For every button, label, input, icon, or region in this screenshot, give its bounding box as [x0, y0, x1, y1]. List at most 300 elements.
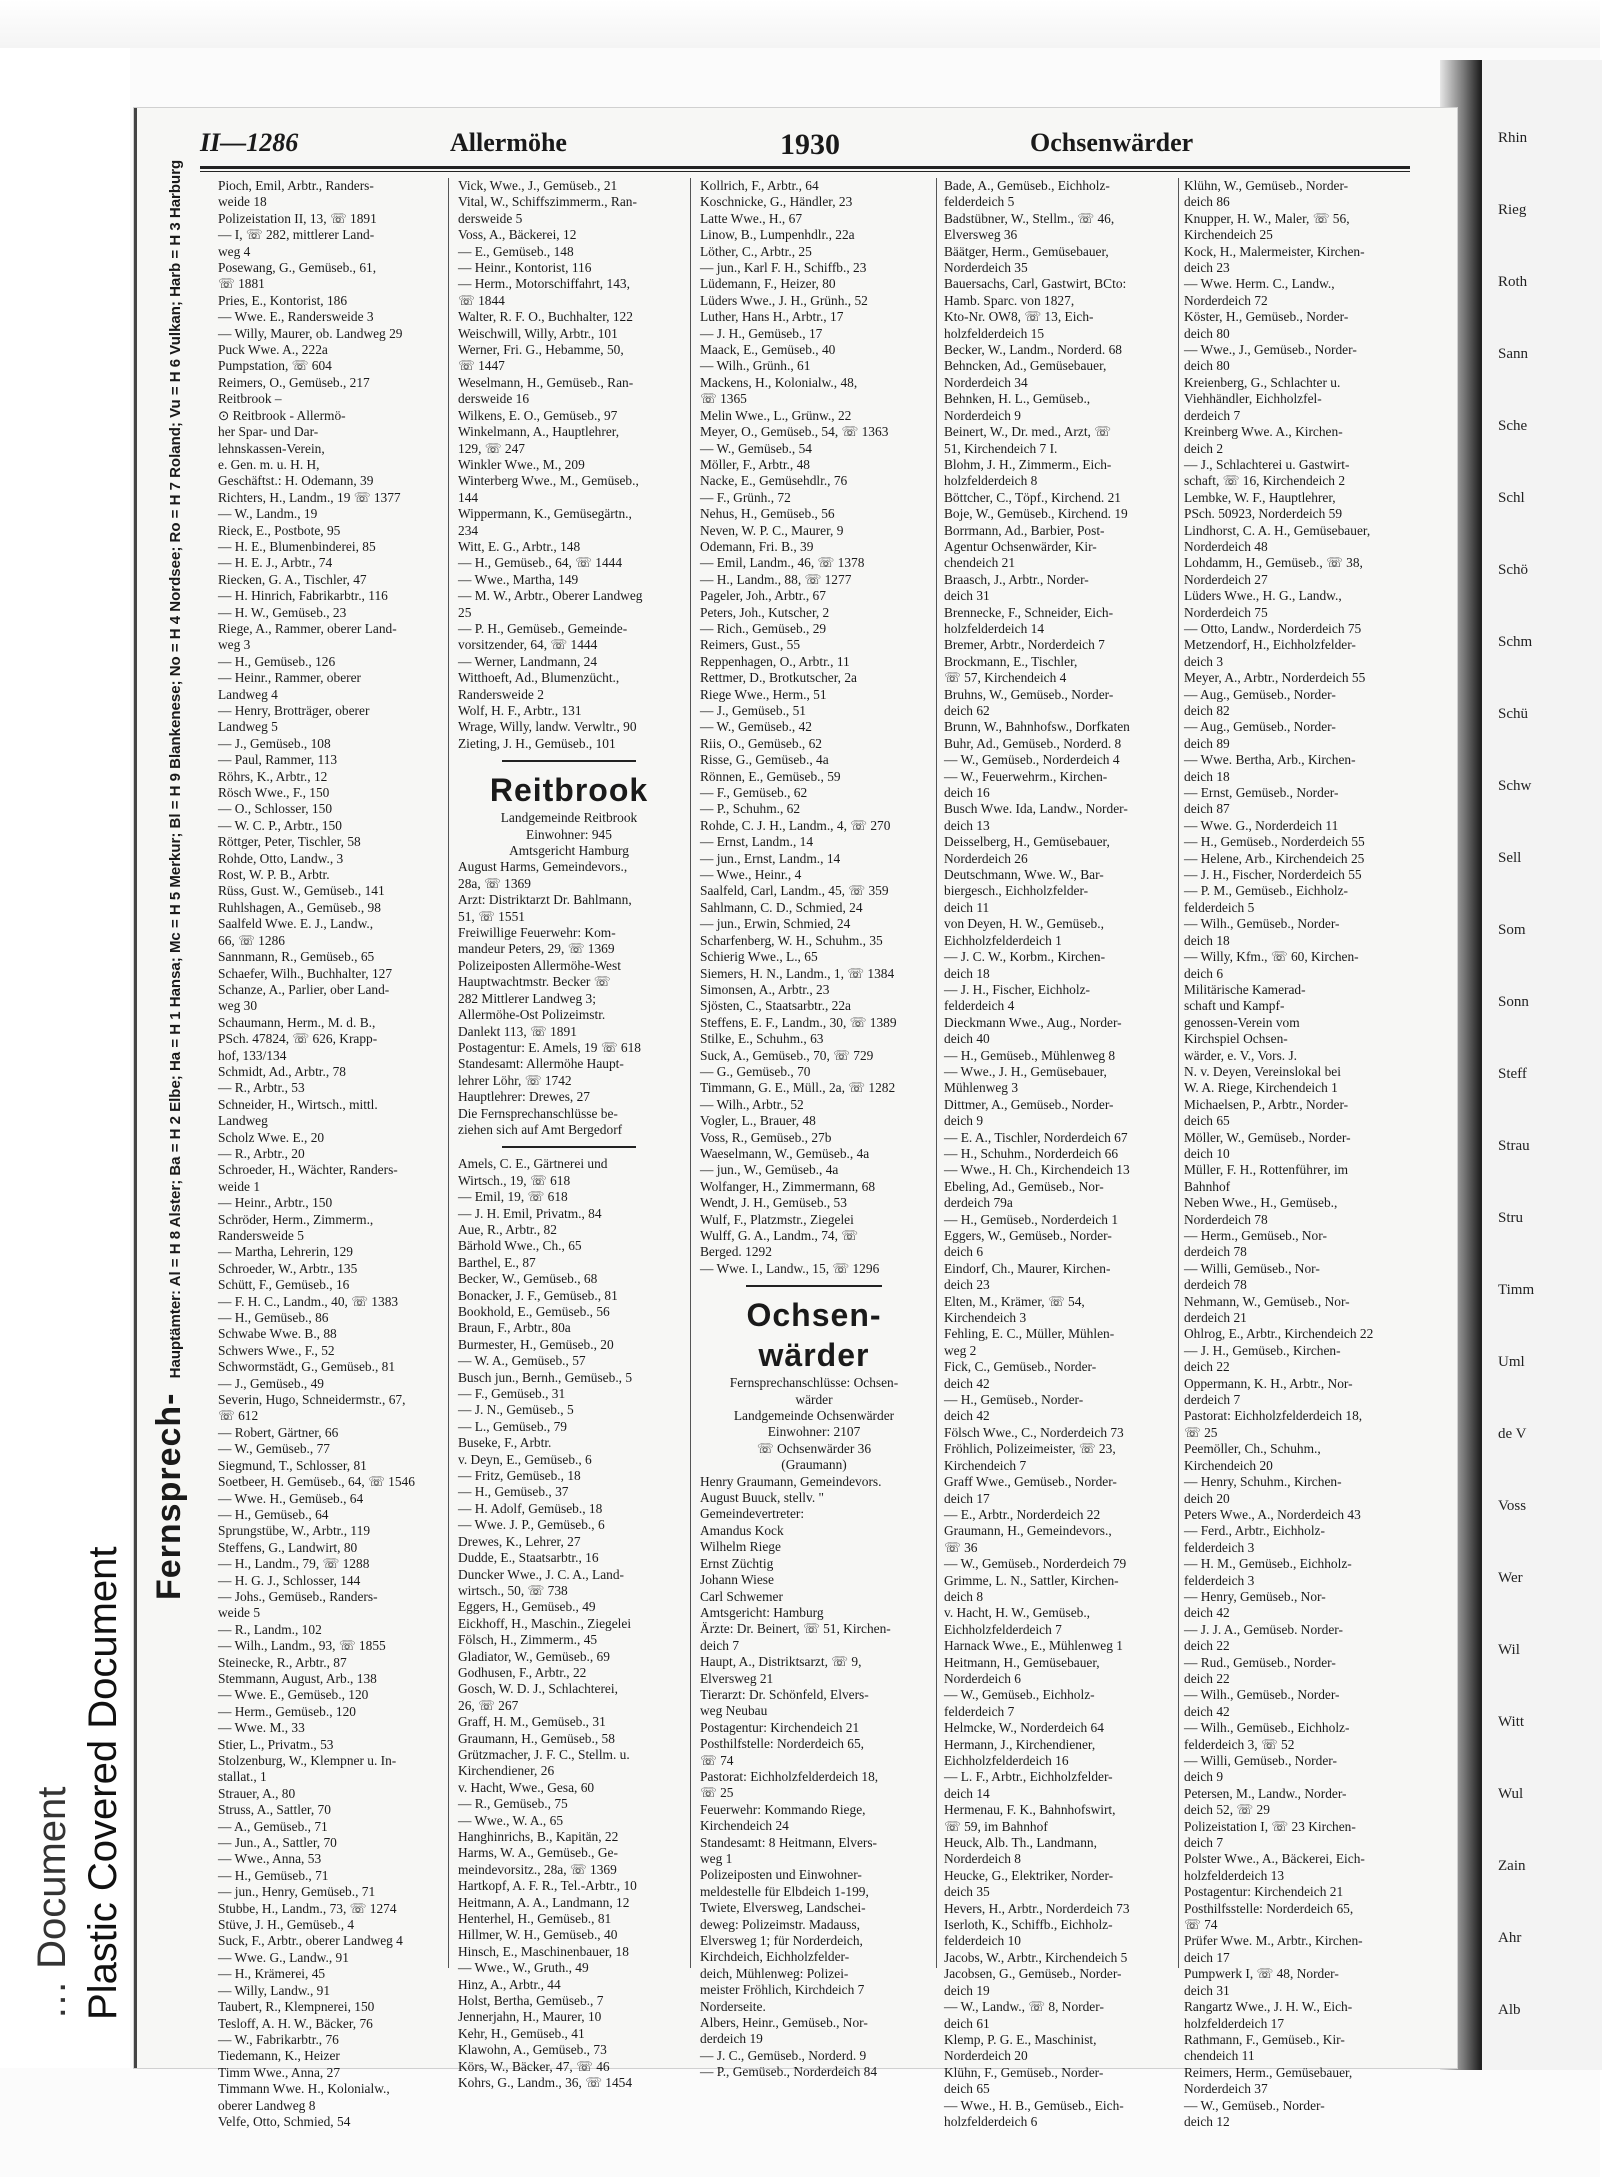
directory-entry: — H. Hinrich, Fabrikarbtr., 116 — [218, 588, 388, 604]
directory-entry: Lohdamm, H., Gemüseb., ☏ 38, — [1184, 555, 1363, 571]
directory-entry: — R., Gemüseb., 75 — [458, 1796, 568, 1812]
directory-entry: deich 12 — [1184, 2113, 1230, 2129]
directory-entry: Holst, Bertha, Gemüseb., 7 — [458, 1993, 604, 2009]
directory-entry: Bookhold, E., Gemüseb., 56 — [458, 1304, 610, 1319]
column-2-top — [458, 178, 680, 752]
directory-entry: Viehhändler, Eichholzfel- — [1184, 391, 1322, 407]
directory-entry: — Wwe., Martha, 149 — [458, 571, 579, 587]
directory-entry: Iserloth, K., Schiffb., Eichholz- — [944, 1917, 1113, 1933]
directory-entry: — W., Feuerwehrm., Kirchen- — [944, 768, 1108, 784]
directory-entry: Norderdeich 34 — [944, 374, 1028, 390]
directory-entry: deich 17 — [944, 1490, 990, 1506]
next-page-edge — [1480, 60, 1602, 2070]
directory-entry: Wirtsch., 19, ☏ 618 — [458, 1172, 571, 1188]
directory-entry: Duncker Wwe., J. C. A., Land- — [458, 1566, 624, 1582]
directory-entry: ☏ 57, Kirchendeich 4 — [944, 670, 1067, 686]
directory-entry: holzfelderdeich 13 — [1184, 1867, 1285, 1883]
directory-entry: — H., Gemüseb., 64 — [218, 1506, 329, 1522]
directory-entry: deich 86 — [1184, 194, 1230, 210]
directory-entry: 234 — [458, 522, 479, 538]
directory-entry: Kirchendeich 20 — [1184, 1457, 1273, 1473]
directory-entry: Polizeistation I, ☏ 23 Kirchen- — [1184, 1818, 1356, 1834]
directory-entry: ☏ 1844 — [458, 292, 505, 308]
directory-entry: — Heinr., Rammer, oberer — [218, 670, 361, 686]
directory-entry: Kreienberg, G., Schlachter u. — [1184, 374, 1341, 390]
directory-entry: — W., Gemüseb., Eichholz- — [944, 1687, 1095, 1703]
directory-entry: Agentur Ochsenwärder, Kir- — [944, 538, 1097, 554]
directory-entry: chendeich 11 — [1184, 2048, 1255, 2064]
directory-entry: Eichholzfelderdeich 16 — [944, 1753, 1069, 1768]
directory-entry: deich 61 — [944, 2015, 990, 2031]
directory-entry: Drewes, K., Lehrer, 27 — [458, 1533, 581, 1549]
directory-entry: Fölsch Wwe., C., Norderdeich 73 — [944, 1424, 1124, 1440]
directory-entry: Strauer, A., 80 — [218, 1785, 296, 1801]
directory-entry: Vick, Wwe., J., Gemüseb., 21 — [458, 178, 618, 193]
directory-entry: — F., Grünh., 72 — [700, 489, 791, 505]
directory-entry: Wendt, J. H., Gemüseb., 53 — [700, 1195, 847, 1211]
directory-entry: Polizeistation II, 13, ☏ 1891 — [218, 210, 377, 226]
directory-entry: Braun, F., Arbtr., 80a — [458, 1320, 571, 1336]
directory-entry: Stüve, J. H., Gemüseb., 4 — [218, 1917, 355, 1933]
directory-entry: Arzt: Distriktarzt Dr. Bahlmann, — [458, 892, 632, 908]
directory-entry: Deisselberg, H., Gemüsebauer, — [944, 834, 1110, 850]
directory-entry: holzfelderdeich 14 — [944, 620, 1045, 636]
directory-entry: Lüders Wwe., J. H., Grünh., 52 — [700, 292, 868, 308]
directory-entry: Kirchendeich 24 — [700, 1818, 789, 1834]
directory-entry: — H. E., Blumenbinderei, 85 — [218, 538, 376, 554]
directory-entry: — P., Schuhm., 62 — [700, 801, 801, 817]
directory-entry: Postagentur: E. Amels, 19 ☏ 618 — [458, 1039, 642, 1055]
directory-entry: Rönnen, E., Gemüseb., 59 — [700, 768, 841, 784]
page-number: II—1286 — [200, 128, 299, 157]
directory-entry: Simonsen, A., Arbtr., 23 — [700, 981, 830, 997]
directory-entry: — H., Gemüseb., 71 — [218, 1867, 329, 1883]
directory-entry: — Wwe., Anna, 53 — [218, 1851, 322, 1867]
directory-entry: Norderdeich 26 — [944, 850, 1028, 866]
directory-entry: weide 1 — [218, 1178, 261, 1194]
directory-entry: Fölsch, H., Zimmerm., 45 — [458, 1632, 598, 1648]
directory-entry: — Ernst, Landm., 14 — [700, 834, 814, 850]
directory-entry: Schwabe Wwe. B., 88 — [218, 1326, 337, 1342]
directory-entry: — Wwe., Heinr., 4 — [700, 867, 802, 883]
directory-entry: hof, 133/134 — [218, 1047, 287, 1063]
directory-entry: — H., Gemüseb., Norderdeich 55 — [1184, 834, 1365, 850]
directory-entry: Einwohner: 945 — [526, 826, 612, 842]
directory-entry: — H., Gemüseb., Norderdeich 1 — [944, 1211, 1119, 1227]
directory-entry: Schierig Wwe., L., 65 — [700, 949, 818, 965]
directory-entry: Landweg 4 — [218, 686, 278, 702]
directory-entry: — H., Schuhm., Norderdeich 66 — [944, 1145, 1119, 1161]
directory-entry: Oppermann, K. H., Arbtr., Nor- — [1184, 1375, 1353, 1391]
directory-entry: — Herm., Motorschiffahrt, 143, — [458, 276, 630, 292]
directory-entry: Witt, E. G., Arbtr., 148 — [458, 538, 581, 554]
directory-entry: von Deyen, H. W., Gemüseb., — [944, 916, 1104, 932]
directory-entry: Johann Wiese — [700, 1572, 774, 1588]
directory-entry: ☏ 59, im Bahnhof — [944, 1818, 1048, 1834]
directory-entry: felderdeich 7 — [944, 1703, 1015, 1719]
directory-entry: Kehr, H., Gemüseb., 41 — [458, 2025, 585, 2041]
directory-entry: — Wwe. E., Gemüseb., 120 — [218, 1687, 369, 1703]
directory-entry: deich 9 — [944, 1113, 984, 1129]
directory-entry: — W., Gemüseb., Norderdeich 4 — [944, 752, 1120, 768]
next-page-fragment: Stru — [1498, 1210, 1524, 1226]
directory-entry: Luther, Hans H., Arbtr., 17 — [700, 309, 844, 325]
directory-entry: — O., Schlosser, 150 — [218, 801, 333, 817]
directory-entry: 51, Kirchendeich 7 I. — [944, 440, 1058, 456]
directory-entry: — Aug., Gemüseb., Norder- — [1184, 719, 1336, 735]
column-3-top — [700, 178, 928, 1277]
directory-entry: — J. N., Gemüseb., 5 — [458, 1402, 574, 1418]
directory-entry: Schaumann, Herm., M. d. B., — [218, 1014, 376, 1030]
directory-entry: Stier, L., Privatm., 53 — [218, 1736, 334, 1752]
directory-entry: — Henry, Brotträger, oberer — [218, 703, 370, 718]
directory-entry: Tesloff, A. H. W., Bäcker, 76 — [218, 2015, 373, 2031]
directory-entry: deich 6 — [944, 1244, 984, 1260]
next-page-fragment: Schw — [1498, 778, 1532, 794]
directory-entry: Tiedemann, K., Heizer — [218, 2048, 340, 2064]
header-left-place: Allermöhe — [450, 128, 567, 157]
directory-entry: Lüdemann, F., Heizer, 80 — [700, 276, 836, 292]
directory-entry: Aue, R., Arbtr., 82 — [458, 1221, 557, 1237]
directory-entry: Möller, F., Arbtr., 48 — [700, 456, 810, 472]
column-separator — [936, 178, 937, 1968]
directory-entry: deich 7 — [700, 1637, 740, 1653]
directory-entry: Berged. 1292 — [700, 1244, 772, 1260]
directory-entry: — Helene, Arb., Kirchendeich 25 — [1184, 850, 1365, 866]
column-1 — [218, 178, 440, 2129]
directory-entry: Stemmann, August, Arb., 138 — [218, 1670, 377, 1686]
directory-entry: 129, ☏ 247 — [458, 440, 525, 456]
directory-entry: 144 — [458, 489, 479, 505]
directory-entry: Danlekt 113, ☏ 1891 — [458, 1023, 577, 1039]
column-separator — [448, 178, 449, 1968]
directory-entry: Heitmann, H., Gemüsebauer, — [944, 1654, 1100, 1670]
directory-entry: Voss, A., Bäckerei, 12 — [458, 227, 577, 243]
directory-entry: Wilkens, E. O., Gemüseb., 97 — [458, 407, 618, 423]
directory-entry: deich 42 — [1184, 1605, 1230, 1621]
directory-entry: felderdeich 3 — [1184, 1572, 1255, 1588]
directory-entry: felderdeich 3, ☏ 52 — [1184, 1736, 1295, 1752]
directory-entry: — M. W., Arbtr., Oberer Landweg — [458, 588, 643, 604]
directory-entry: — J., Gemüseb., 49 — [218, 1375, 325, 1391]
directory-entry: Brunn, W., Bahnhofsw., Dorfkaten — [944, 719, 1130, 735]
directory-entry: — Rich., Gemüseb., 29 — [700, 620, 827, 636]
directory-entry: holzfelderdeich 8 — [944, 473, 1038, 489]
directory-entry: Peters, Joh., Kutscher, 2 — [700, 604, 830, 620]
directory-entry: Soetbeer, H. Gemüseb., 64, ☏ 1546 — [218, 1474, 415, 1490]
directory-entry: deich 13 — [944, 817, 990, 833]
directory-entry: dersweide 5 — [458, 210, 523, 226]
directory-entry: — W., Landw., ☏ 8, Norder- — [944, 1999, 1104, 2015]
directory-entry: weg 4 — [218, 243, 251, 259]
directory-entry: Standesamt: 8 Heitmann, Elvers- — [700, 1834, 878, 1850]
directory-entry: — Heinr., Kontorist, 116 — [458, 260, 592, 276]
directory-entry: Brockmann, E., Tischler, — [944, 653, 1078, 669]
next-page-fragment: Witt — [1498, 1714, 1525, 1730]
directory-entry: — Wwe. Bertha, Arb., Kirchen- — [1184, 752, 1356, 768]
directory-entry: Rieck, E., Postbote, 95 — [218, 522, 341, 538]
directory-entry: deich 82 — [1184, 703, 1230, 718]
directory-entry: v. Hacht, Wwe., Gesa, 60 — [458, 1779, 595, 1795]
directory-entry: — H., Gemüseb., Mühlenweg 8 — [944, 1047, 1116, 1063]
directory-entry: — J. C. W., Korbm., Kirchen- — [944, 949, 1106, 965]
directory-entry: Amandus Kock — [700, 1522, 784, 1538]
directory-entry: August Buuck, stellv. " — [700, 1490, 824, 1506]
directory-entry: — Wilh., Gemüseb., Norder- — [1184, 1687, 1340, 1703]
directory-entry: — Herm., Gemüseb., 120 — [218, 1703, 356, 1719]
directory-entry: — H. E. J., Arbtr., 74 — [218, 555, 333, 571]
directory-entry: 66, ☏ 1286 — [218, 932, 285, 948]
directory-entry: Heitmann, A. A., Landmann, 12 — [458, 1894, 630, 1910]
directory-entry: — J. C., Gemüseb., Norderd. 9 — [700, 2047, 867, 2063]
directory-entry: Sannmann, R., Gemüseb., 65 — [218, 949, 375, 965]
directory-entry: ⊙ Reitbrook - Allermö- — [218, 407, 346, 423]
directory-entry: Steffens, G., Landwirt, 80 — [218, 1539, 358, 1555]
directory-entry: Lüders Wwe., H. G., Landw., — [1184, 588, 1342, 604]
directory-entry: ☏ Ochsenwärder 36 — [756, 1440, 872, 1456]
directory-entry: August Harms, Gemeindevors., — [458, 859, 628, 875]
directory-entry: Puck Wwe. A., 222a — [218, 342, 328, 358]
directory-entry: — R., Landm., 102 — [218, 1621, 322, 1637]
column-separator — [690, 178, 691, 1968]
directory-entry: Norderdeich 35 — [944, 260, 1028, 276]
directory-entry: deich 18 — [944, 965, 990, 981]
directory-entry: v. Deyn, E., Gemüseb., 6 — [458, 1451, 592, 1467]
directory-entry: Pumpwerk I, ☏ 48, Norder- — [1184, 1966, 1339, 1982]
directory-entry: Rohde, C. J. H., Landm., 4, ☏ 270 — [700, 817, 891, 833]
directory-entry: deich 2 — [1184, 440, 1224, 456]
directory-entry: Weischwill, Willy, Arbtr., 101 — [458, 325, 618, 341]
directory-entry: Standesamt: Allermöhe Haupt- — [458, 1056, 624, 1072]
directory-entry: Buhr, Ad., Gemüseb., Norderd. 8 — [944, 735, 1122, 751]
directory-entry: Schröder, Herm., Zimmerm., — [218, 1211, 374, 1227]
directory-entry: Suck, F., Arbtr., oberer Landweg 4 — [218, 1933, 403, 1949]
next-page-fragment: Som — [1498, 922, 1526, 938]
directory-entry: — Willi, Gemüseb., Nor- — [1184, 1260, 1320, 1276]
directory-entry: deich 42 — [944, 1375, 990, 1391]
directory-entry: Henry Graumann, Gemeindevors. — [700, 1473, 882, 1489]
directory-entry: — H. W., Gemüseb., 23 — [218, 604, 347, 620]
directory-entry: Hermenau, F. K., Bahnhofswirt, — [944, 1802, 1116, 1818]
directory-entry: weg 2 — [944, 1342, 977, 1358]
directory-entry: holzfelderdeich 17 — [1184, 2015, 1285, 2031]
directory-entry: Braasch, J., Arbtr., Norder- — [944, 571, 1089, 587]
directory-entry: derdeich 78 — [1184, 1277, 1247, 1293]
directory-entry: — R., Arbtr., 53 — [218, 1080, 305, 1096]
directory-entry: deich 42 — [944, 1408, 990, 1424]
directory-entry: 51, ☏ 1551 — [458, 908, 525, 924]
directory-entry: Busch Wwe. Ida, Landw., Norder- — [944, 801, 1128, 817]
directory-entry: — Wwe., J. H., Gemüsebauer, — [944, 1063, 1107, 1079]
column-4 — [944, 178, 1176, 2129]
directory-entry: derdeich 21 — [1184, 1310, 1247, 1326]
directory-entry: Blohm, J. H., Zimmerm., Eich- — [944, 456, 1112, 472]
directory-entry: Bauersachs, Carl, Gastwirt, BCto: — [944, 276, 1127, 292]
directory-entry: Vogler, L., Brauer, 48 — [700, 1113, 816, 1129]
directory-entry: Riecken, G. A., Tischler, 47 — [218, 571, 367, 587]
directory-entry: lehrer Löhr, ☏ 1742 — [458, 1072, 572, 1088]
directory-entry: Buseke, F., Arbtr. — [458, 1435, 552, 1451]
directory-entry: Suck, A., Gemüseb., 70, ☏ 729 — [700, 1047, 874, 1063]
directory-entry: Kirchendeich 25 — [1184, 227, 1273, 243]
directory-entry: — J., Gemüseb., 108 — [218, 735, 331, 751]
directory-entry: ☏ 25 — [700, 1785, 734, 1801]
directory-entry: Allermöhe-Ost Polizeimstr. — [458, 1007, 606, 1023]
directory-entry: — W., Gemüseb., 42 — [700, 719, 812, 735]
directory-entry: genossen-Verein vom — [1184, 1014, 1300, 1030]
directory-entry: Dieckmann Wwe., Aug., Norder- — [944, 1014, 1122, 1030]
directory-entry: — W. C. P., Arbtr., 150 — [218, 817, 342, 833]
directory-entry: Meyer, O., Gemüseb., 54, ☏ 1363 — [700, 424, 889, 440]
directory-entry: Rathmann, F., Gemüseb., Kir- — [1184, 2031, 1345, 2047]
next-page-fragment: Zain — [1498, 1858, 1526, 1874]
directory-entry: Bruhns, W., Gemüseb., Norder- — [944, 686, 1114, 702]
directory-entry: Eindorf, Ch., Maurer, Kirchen- — [944, 1260, 1111, 1276]
directory-entry: wärder, e. V., Vors. J. — [1184, 1047, 1298, 1063]
directory-entry: Ruhlshagen, A., Gemüseb., 98 — [218, 899, 381, 915]
column-2 — [458, 178, 680, 2091]
directory-entry: Severin, Hugo, Schneidermstr., 67, — [218, 1392, 406, 1408]
next-page-fragment: Ahr — [1498, 1930, 1522, 1946]
directory-entry: — H., Gemüseb., 64, ☏ 1444 — [458, 555, 623, 571]
directory-entry: — P. H., Gemüseb., Gemeinde- — [458, 620, 628, 636]
directory-entry: 282 Mittlerer Landweg 3; — [458, 990, 596, 1006]
directory-entry: Graff Wwe., Gemüseb., Norder- — [944, 1474, 1117, 1490]
directory-entry: Mühlenweg 3 — [944, 1080, 1019, 1096]
directory-entry: Becker, W., Landm., Norderd. 68 — [944, 342, 1122, 358]
header-right-place: Ochsenwärder — [1030, 128, 1194, 157]
directory-entry: — L. F., Arbtr., Eichholzfelder- — [944, 1769, 1113, 1785]
directory-entry: Winterberg Wwe., M., Gemüseb., — [458, 473, 639, 489]
directory-entry: Wulff, G. A., Landm., 74, ☏ — [700, 1228, 859, 1243]
directory-entry: Steinecke, R., Arbtr., 87 — [218, 1654, 347, 1670]
directory-entry: Odemann, Fri. B., 39 — [700, 538, 814, 554]
directory-entry: deich 6 — [1184, 965, 1224, 981]
directory-entry: Elversweg 1; für Norderdeich, — [700, 1933, 863, 1949]
directory-entry: Deutschmann, Wwe. W., Bar- — [944, 867, 1104, 883]
directory-entry: Brennecke, F., Schneider, Eich- — [944, 604, 1114, 620]
header-year: 1930 — [780, 128, 840, 161]
directory-entry: deich 22 — [1184, 1359, 1230, 1375]
directory-entry: Wolfanger, H., Zimmermann, 68 — [700, 1178, 876, 1194]
directory-entry: Rüss, Gust. W., Gemüseb., 141 — [218, 883, 385, 899]
directory-entry: Norderdeich 75 — [1184, 604, 1268, 620]
directory-entry: Gemeindevertreter: — [700, 1506, 805, 1522]
directory-entry: Timmann Wwe. H., Kolonialw., — [218, 2081, 390, 2097]
directory-entry: Graumann, H., Gemeindevors., — [944, 1523, 1112, 1539]
directory-entry: Neven, W. P. C., Maurer, 9 — [700, 522, 844, 538]
directory-entry: Pioch, Emil, Arbtr., Randers- — [218, 178, 374, 193]
directory-entry: Hauptlehrer: Drewes, 27 — [458, 1089, 590, 1105]
directory-entry: Badstübner, W., Stellm., ☏ 46, — [944, 210, 1115, 226]
directory-entry: Rost, W. P. B., Arbtr. — [218, 867, 330, 883]
directory-entry: Möller, W., Gemüseb., Norder- — [1184, 1129, 1351, 1145]
directory-entry: Latte Wwe., H., 67 — [700, 210, 803, 226]
directory-entry: — H. Adolf, Gemüseb., 18 — [458, 1500, 603, 1516]
directory-entry: deich 11 — [944, 899, 990, 915]
directory-entry: Postagentur: Kirchendeich 21 — [1184, 1884, 1344, 1900]
directory-entry: Schmidt, Ad., Arbtr., 78 — [218, 1063, 346, 1079]
directory-entry: — F., Gemüseb., 62 — [700, 785, 808, 801]
directory-entry: weg Neubau — [700, 1703, 768, 1719]
directory-entry: derdeich 19 — [700, 2031, 763, 2047]
directory-entry: — J., Schlachterei u. Gastwirt- — [1184, 456, 1350, 472]
directory-entry: — Otto, Landw., Norderdeich 75 — [1184, 620, 1362, 636]
directory-entry: — Wwe., W., Gruth., 49 — [458, 1960, 589, 1976]
column-separator — [1178, 178, 1179, 1968]
top-shadow — [0, 0, 1600, 48]
directory-entry: v. Hacht, H. W., Gemüseb., — [944, 1605, 1091, 1621]
directory-entry: Nacke, E., Gemüsehdlr., 76 — [700, 473, 848, 489]
directory-entry: deich 19 — [944, 1982, 990, 1998]
directory-entry: felderdeich 3 — [1184, 1539, 1255, 1555]
directory-entry: Norderdeich 9 — [944, 407, 1021, 423]
plastic-covered-label — [30, 1120, 125, 2020]
directory-entry: dersweide 16 — [458, 391, 530, 407]
directory-entry: Kreinberg Wwe. A., Kirchen- — [1184, 424, 1343, 440]
directory-entry: Klemp, P. G. E., Maschinist, — [944, 2031, 1097, 2047]
directory-entry: Scholz Wwe. E., 20 — [218, 1129, 325, 1145]
directory-entry: — P., Gemüseb., Norderdeich 84 — [700, 2064, 878, 2080]
directory-entry: Taubert, R., Klempnerei, 150 — [218, 1999, 375, 2015]
next-page-fragment: Rhin — [1498, 130, 1528, 146]
directory-entry: Posthilfstelle: Norderdeich 65, — [700, 1736, 865, 1752]
directory-entry: Wulf, F., Platzmstr., Ziegelei — [700, 1211, 854, 1227]
next-page-fragment: Sann — [1498, 346, 1528, 362]
directory-entry: Kock, H., Malermeister, Kirchen- — [1184, 243, 1365, 259]
directory-entry: — jun., Ernst, Landm., 14 — [700, 850, 841, 866]
directory-entry: — W., Gemüseb., Norder- — [1184, 2097, 1325, 2113]
directory-entry: Norderdeich 8 — [944, 1851, 1021, 1867]
directory-entry: — Aug., Gemüseb., Norder- — [1184, 686, 1336, 702]
directory-entry: — H., Gemüseb., 86 — [218, 1310, 329, 1326]
directory-entry: derdeich 7 — [1184, 1392, 1241, 1408]
directory-entry: Heucke, G., Elektriker, Norder- — [944, 1867, 1114, 1883]
directory-entry: derdeich 78 — [1184, 1244, 1247, 1260]
directory-entry: Rettmer, D., Brotkutscher, 2a — [700, 670, 857, 686]
next-page-fragment: Voss — [1498, 1498, 1527, 1514]
directory-entry: — I, ☏ 282, mittlerer Land- — [218, 227, 375, 243]
directory-entry: Körs, W., Bäcker, 47, ☏ 46 — [458, 2058, 610, 2074]
next-page-fragment: Schm — [1498, 634, 1533, 650]
directory-entry: Heuck, Alb. Th., Landmann, — [944, 1835, 1097, 1851]
directory-entry: Norderdeich 20 — [944, 2048, 1028, 2064]
directory-entry: Reppenhagen, O., Arbtr., 11 — [700, 653, 850, 669]
directory-entry: — Paul, Rammer, 113 — [218, 752, 338, 768]
directory-entry: biergesch., Eichholzfelder- — [944, 883, 1089, 899]
directory-entry: Petersen, M., Landw., Norder- — [1184, 1785, 1347, 1801]
directory-entry: Sprungstübe, W., Arbtr., 119 — [218, 1523, 371, 1539]
directory-entry: — A., Gemüseb., 71 — [218, 1818, 328, 1834]
directory-entry: deich 80 — [1184, 325, 1230, 341]
directory-entry: chendeich 21 — [944, 555, 1016, 571]
directory-entry: Kohrs, G., Landm., 36, ☏ 1454 — [458, 2075, 633, 2091]
directory-entry: deich 65 — [1184, 1113, 1230, 1129]
directory-entry: Hanghinrichs, B., Kapitän, 22 — [458, 1829, 619, 1844]
directory-entry: deich 31 — [944, 588, 990, 604]
directory-entry: — jun., Karl F. H., Schiffb., 23 — [700, 260, 867, 276]
directory-entry: Dittmer, A., Gemüseb., Norder- — [944, 1096, 1114, 1112]
next-page-fragment: Sonn — [1498, 994, 1529, 1010]
directory-entry: Reimers, O., Gemüseb., 217 — [218, 374, 370, 390]
ochsen-title-1: Ochsen- — [746, 1297, 882, 1334]
directory-entry: Knupper, H. W., Maler, ☏ 56, — [1184, 210, 1350, 226]
directory-entry: — Willy, Landw., 91 — [218, 1982, 331, 1998]
directory-entry: Tierarzt: Dr. Schönfeld, Elvers- — [700, 1686, 869, 1702]
directory-entry: Struss, A., Sattler, 70 — [218, 1802, 331, 1818]
directory-entry: Elversweg 21 — [700, 1670, 774, 1686]
directory-entry: — E. A., Tischler, Norderdeich 67 — [944, 1129, 1128, 1145]
